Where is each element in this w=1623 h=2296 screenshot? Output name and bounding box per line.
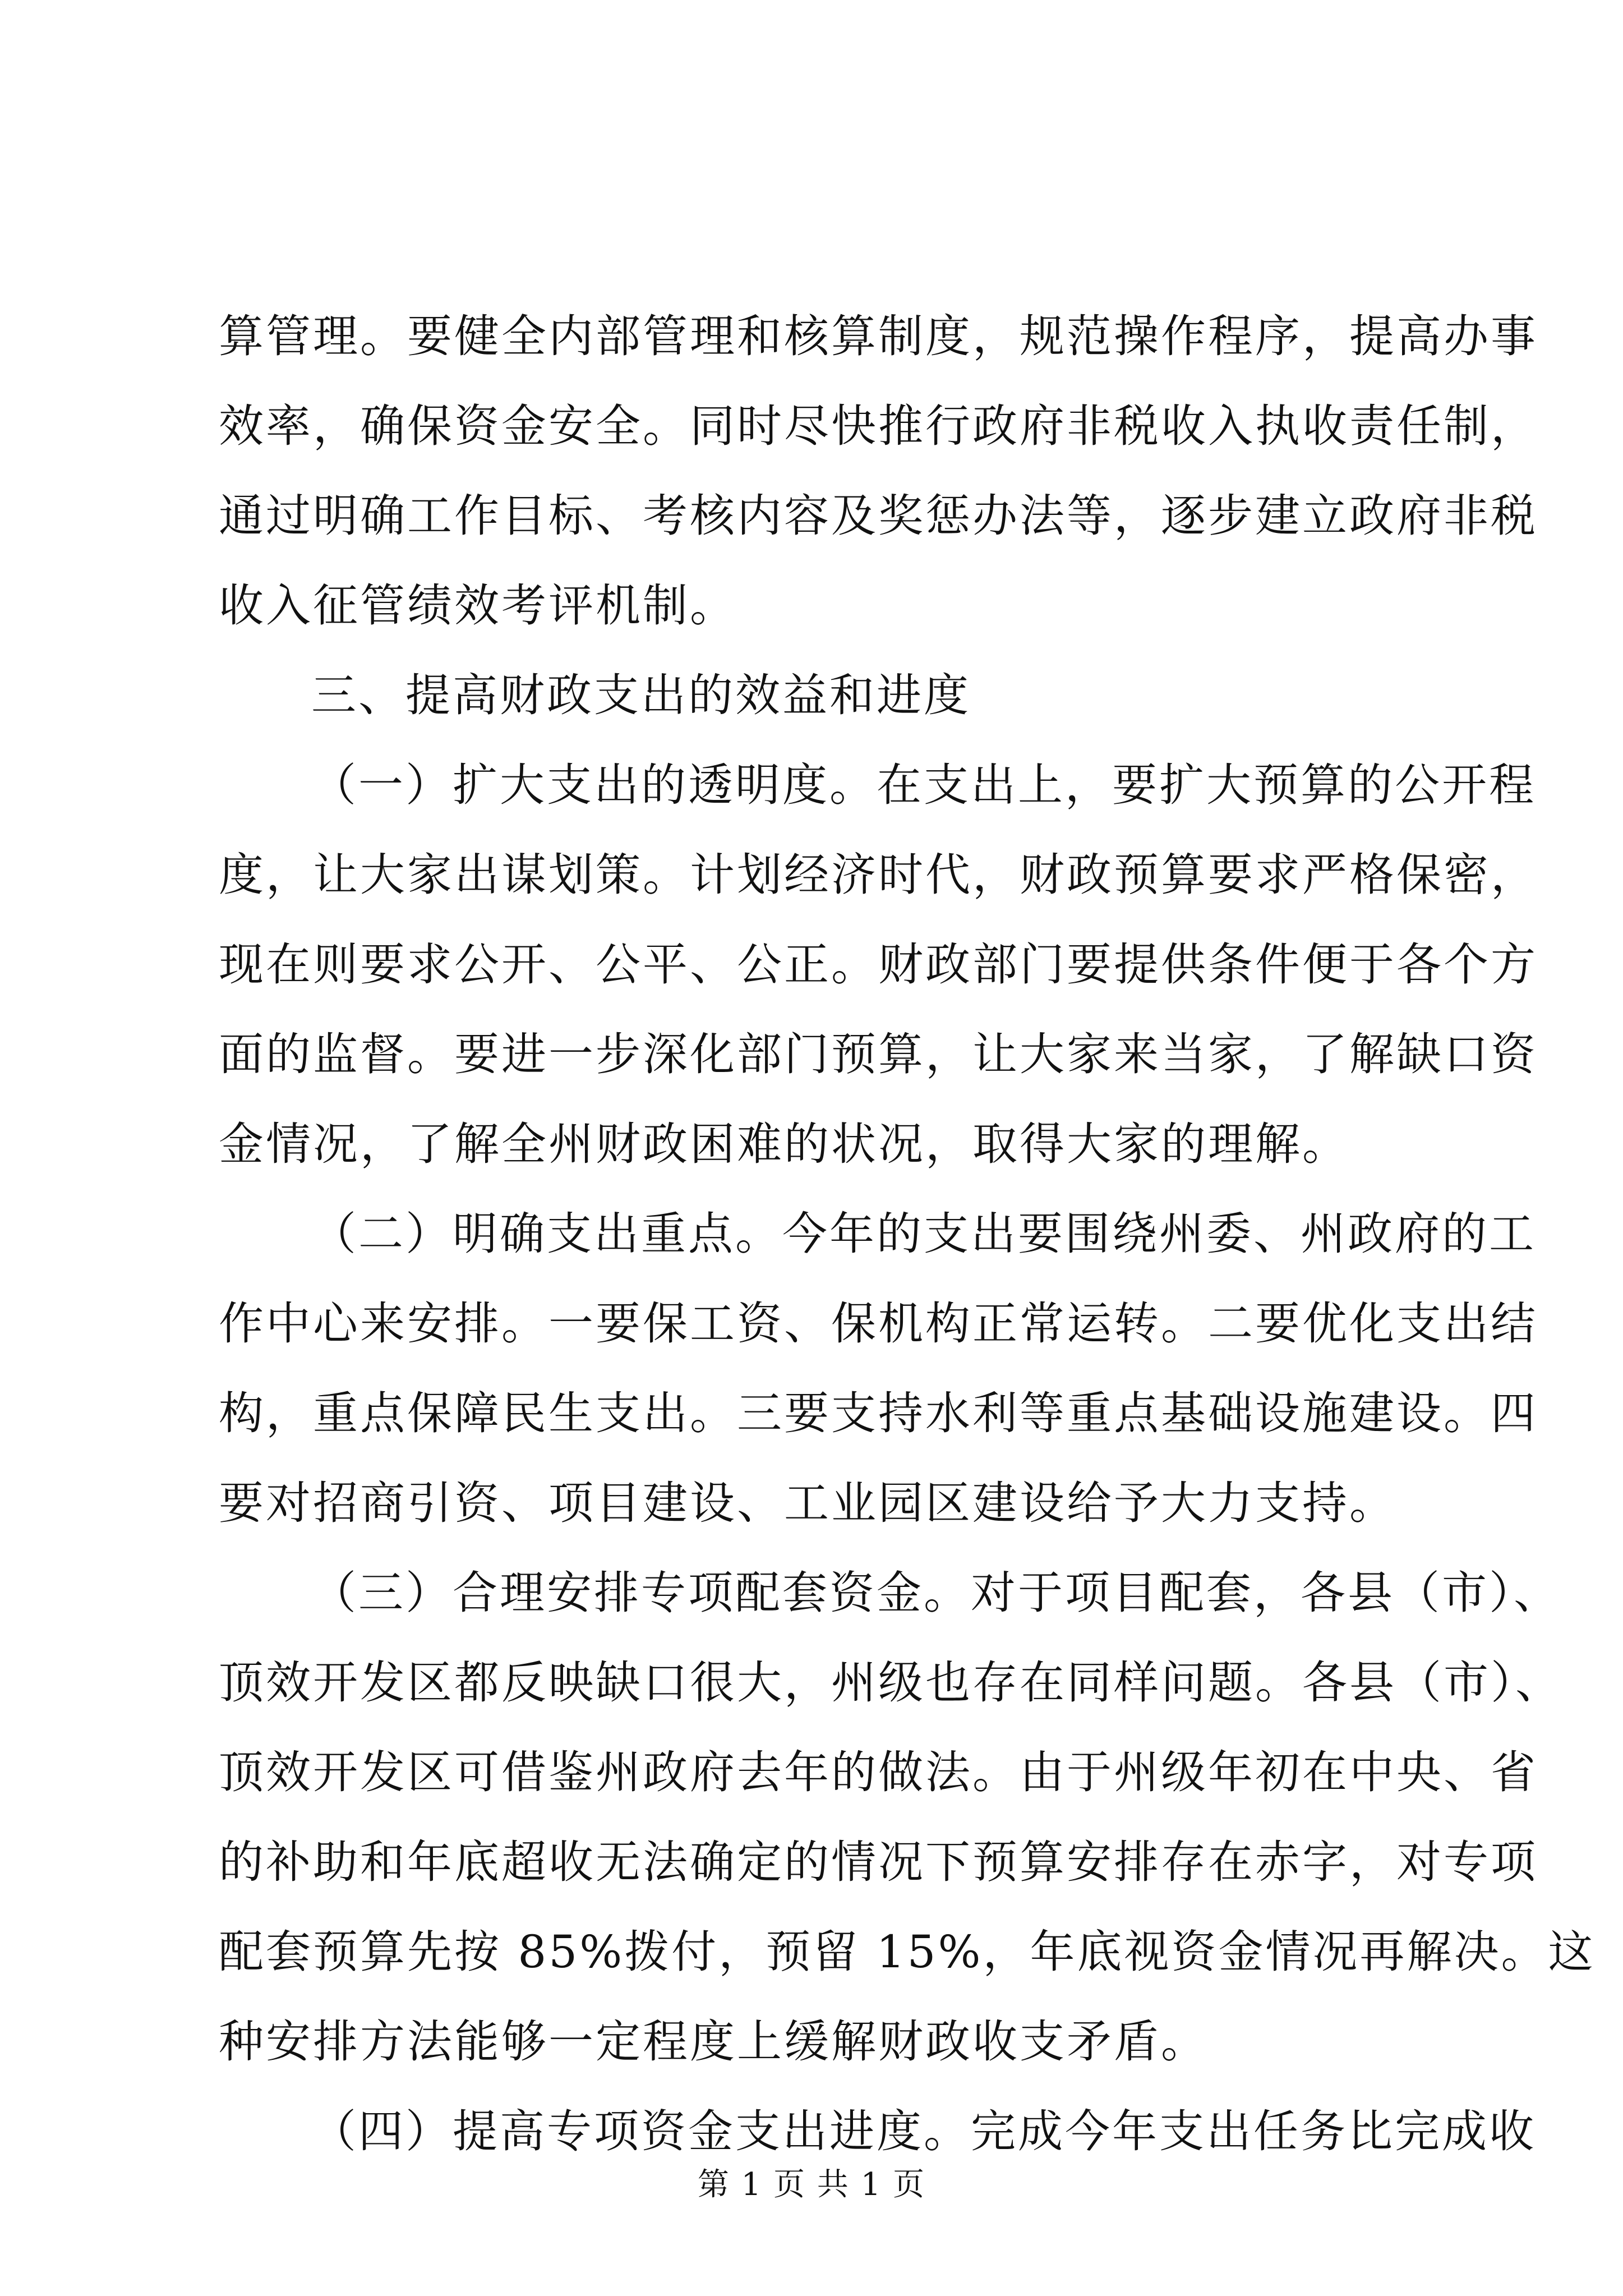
- text-line: 效率，确保资金安全。同时尽快推行政府非税收入执收责任制，: [219, 400, 1538, 452]
- text-line: 的补助和年底超收无法确定的情况下预算安排存在赤字，对专项: [219, 1836, 1538, 1888]
- section-heading: 三、提高财政支出的效益和进度: [311, 669, 971, 721]
- text-line: 要对招商引资、项目建设、工业园区建设给予大力支持。: [219, 1477, 1396, 1529]
- text-line: （三）合理安排专项配套资金。对于项目配套，各县（市）、: [311, 1567, 1561, 1619]
- text-line: （二）明确支出重点。今年的支出要围绕州委、州政府的工: [311, 1208, 1536, 1260]
- text-line: 算管理。要健全内部管理和核算制度，规范操作程序，提高办事: [219, 310, 1538, 362]
- text-line: 顶效开发区都反映缺口很大，州级也存在同样问题。各县（市）、: [219, 1657, 1562, 1709]
- text-line: 作中心来安排。一要保工资、保机构正常运转。二要优化支出结: [219, 1297, 1538, 1350]
- text-line: 金情况，了解全州财政困难的状况，取得大家的理解。: [219, 1118, 1349, 1170]
- text-line: 构，重点保障民生支出。三要支持水利等重点基础设施建设。四: [219, 1387, 1538, 1439]
- text-line: 种安排方法能够一定程度上缓解财政收支矛盾。: [219, 2016, 1208, 2068]
- text-line: 度，让大家出谋划策。计划经济时代，财政预算要求严格保密，: [219, 849, 1538, 901]
- text-line: （一）扩大支出的透明度。在支出上，要扩大预算的公开程: [311, 759, 1536, 811]
- text-line: 顶效开发区可借鉴州政府去年的做法。由于州级年初在中央、省: [219, 1746, 1538, 1798]
- document-body: [219, 292, 1596, 2177]
- text-line: 通过明确工作目标、考核内容及奖惩办法等，逐步建立政府非税: [219, 490, 1538, 542]
- page-footer: 第 1 页 共 1 页: [697, 2166, 926, 2203]
- text-line: （四）提高专项资金支出进度。完成今年支出任务比完成收: [311, 2105, 1536, 2157]
- text-line: 面的监督。要进一步深化部门预算，让大家来当家，了解缺口资: [219, 1028, 1538, 1080]
- text-line: 配套预算先按 85%拨付，预留 15%，年底视资金情况再解决。这: [219, 1926, 1596, 1978]
- text-line: 收入征管绩效考评机制。: [219, 579, 737, 632]
- text-line: 现在则要求公开、公平、公正。财政部门要提供条件便于各个方: [219, 938, 1538, 991]
